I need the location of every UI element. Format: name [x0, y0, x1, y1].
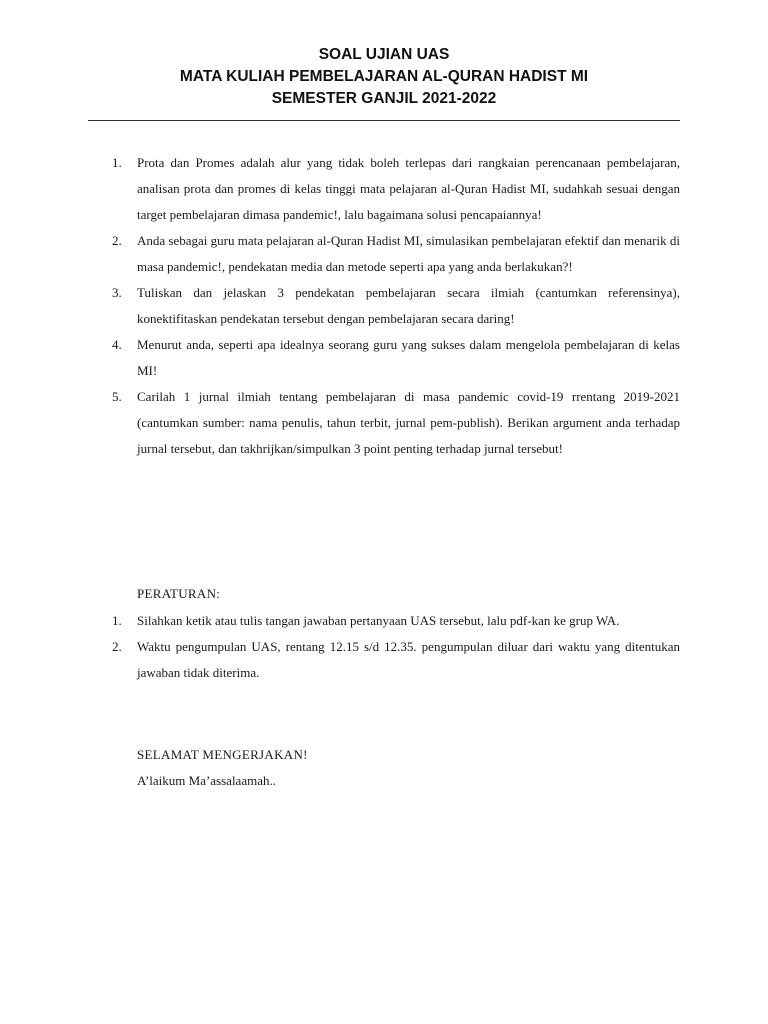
- question-item-1: [104, 150, 680, 228]
- header-divider: [88, 120, 680, 121]
- closing-greeting: SELAMAT MENGERJAKAN!: [137, 747, 308, 762]
- exam-title: SOAL UJIAN UAS: [318, 46, 450, 63]
- question-number: 3.: [112, 285, 122, 300]
- rule-text: Waktu pengumpulan UAS, rentang 12.15 s/d 12.35. pengumpulan diluar dari waktu yang ditentukan jawaban tidak diterima.: [137, 639, 680, 680]
- rule-item-1: [104, 608, 680, 634]
- rule-text: Silahkan ketik atau tulis tangan jawaban pertanyaan UAS tersebut, lalu pdf-kan ke grup WA.: [137, 613, 620, 628]
- question-number: 2.: [112, 233, 122, 248]
- question-item-4: [104, 332, 680, 384]
- rule-number: 2.: [112, 639, 122, 654]
- question-text: Tuliskan dan jelaskan 3 pendekatan pembelajaran secara ilmiah (cantumkan referensinya), konektifitaskan pendekatan tersebut dengan pembelajaran secara daring!: [137, 285, 680, 326]
- question-text: Anda sebagai guru mata pelajaran al-Quran Hadist MI, simulasikan pembelajaran efektif dan menarik di masa pandemic!, pendekatan media dan metode seperti apa yang anda berlakukan?!: [137, 233, 680, 274]
- question-item-5: [104, 384, 680, 462]
- question-text: Prota dan Promes adalah alur yang tidak boleh terlepas dari rangkaian perencanaan pembelajaran, analisan prota dan promes di kelas tinggi mata pelajaran al-Quran Hadist MI, sudahkah sesuai dengan target pembelajaran dimasa pandemic!, lalu bagaimana solusi pencapaiannya!: [137, 155, 680, 222]
- rule-item-2: [104, 634, 680, 686]
- question-text: Carilah 1 jurnal ilmiah tentang pembelajaran di masa pandemic covid-19 rrentang 2019-2021 (cantumkan sumber: nama penulis, tahun terbit, jurnal pem-publish). Berikan argument anda terhadap jurnal tersebut, dan takhrijkan/simpulkan 3 point penting terhadap jurnal tersebut!: [137, 389, 680, 456]
- question-item-2: [104, 228, 680, 280]
- semester-title: SEMESTER GANJIL 2021-2022: [271, 90, 497, 107]
- question-number: 4.: [112, 337, 122, 352]
- question-list: [104, 150, 680, 462]
- rules-list: [104, 608, 680, 686]
- question-number: 1.: [112, 155, 122, 170]
- closing-signoff: A’laikum Ma’assalaamah..: [137, 773, 276, 788]
- question-number: 5.: [112, 389, 122, 404]
- course-title: MATA KULIAH PEMBELAJARAN AL-QURAN HADIST MI: [179, 68, 589, 85]
- rules-heading: PERATURAN:: [137, 586, 221, 601]
- question-item-3: [104, 280, 680, 332]
- rule-number: 1.: [112, 613, 122, 628]
- question-text: Menurut anda, seperti apa idealnya seorang guru yang sukses dalam mengelola pembelajaran di kelas MI!: [137, 337, 680, 378]
- document-header: [88, 44, 680, 110]
